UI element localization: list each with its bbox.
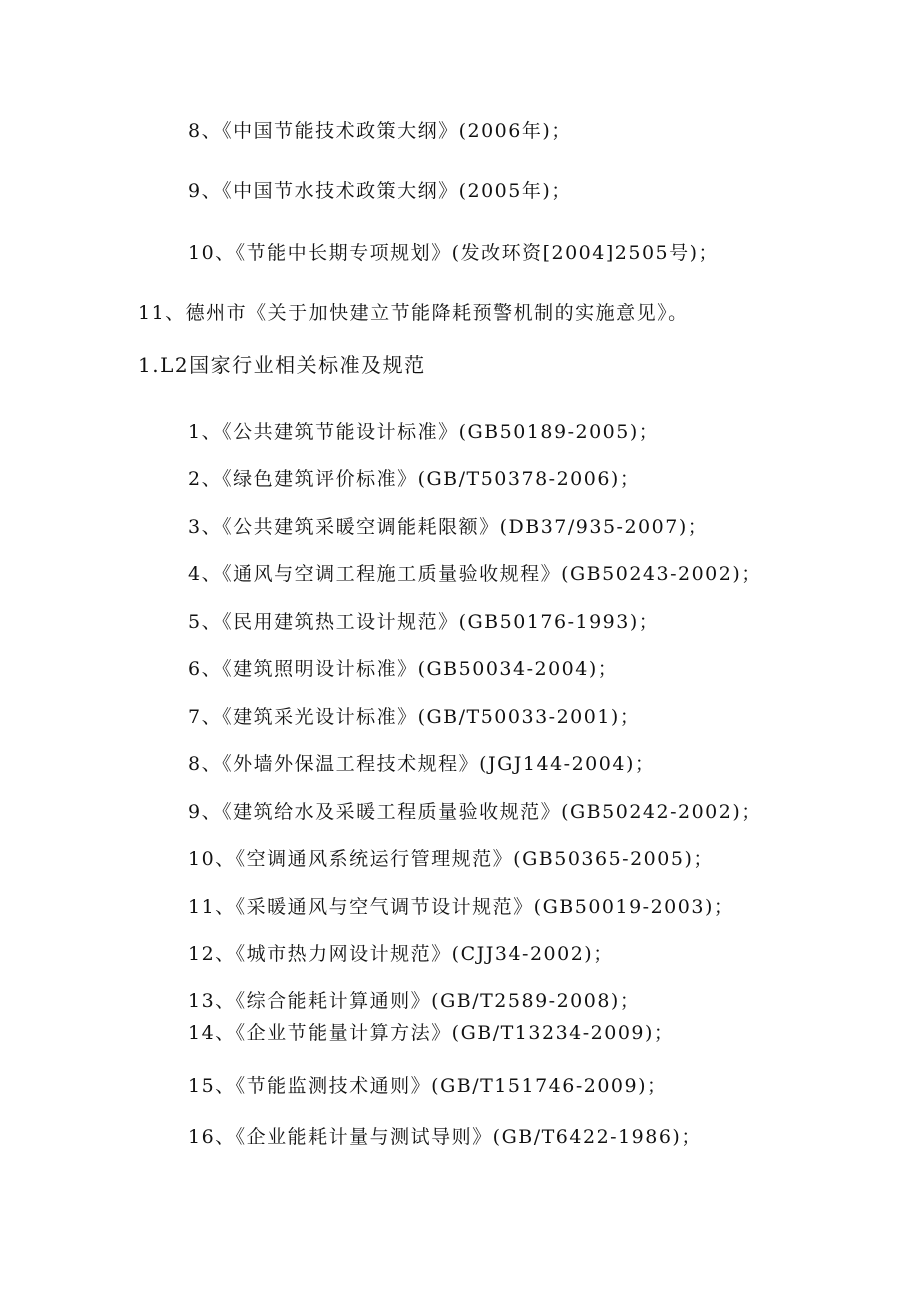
standard-item: 11、《采暖通风与空气调节设计规范》(GB50019-2003)； [188,896,735,918]
section-heading: 1.L2国家行业相关标准及规范 [138,353,426,377]
standard-item: 12、《城市热力网设计规范》(CJJ34-2002)； [188,943,614,965]
standard-item: 1、《公共建筑节能设计标准》(GB50189-2005)； [188,421,660,443]
standard-item: 16、《企业能耗计量与测试导则》(GB/T6422-1986)； [188,1126,702,1148]
standard-item: 14、《企业节能量计算方法》(GB/T13234-2009)； [188,1022,675,1044]
policy-item: 10、《节能中长期专项规划》(发改环资[2004]2505号)； [188,242,720,264]
policy-item: 9、《中国节水技术政策大纲》(2005年)； [188,180,572,202]
standard-item: 7、《建筑采光设计标准》(GB/T50033-2001)； [188,706,641,728]
policy-item: 8、《中国节能技术政策大纲》(2006年)； [188,120,572,142]
standard-item: 3、《公共建筑采暖空调能耗限额》(DB37/935-2007)； [188,516,709,538]
standard-item: 9、《建筑给水及采暖工程质量验收规范》(GB50242-2002)； [188,801,762,823]
standard-item: 4、《通风与空调工程施工质量验收规程》(GB50243-2002)； [188,563,762,585]
standard-item: 2、《绿色建筑评价标准》(GB/T50378-2006)； [188,468,641,490]
standard-item: 6、《建筑照明设计标准》(GB50034-2004)； [188,658,619,680]
standard-item: 15、《节能监测技术通则》(GB/T151746-2009)； [188,1075,668,1097]
standard-item: 13、《综合能耗计算通则》(GB/T2589-2008)； [188,990,641,1012]
standard-item: 10、《空调通风系统运行管理规范》(GB50365-2005)； [188,848,714,870]
standard-item: 5、《民用建筑热工设计规范》(GB50176-1993)； [188,611,660,633]
policy-item: 11、德州市《关于加快建立节能降耗预警机制的实施意见》。 [138,302,689,324]
standard-item: 8、《外墙外保温工程技术规程》(JGJ144-2004)； [188,753,656,775]
